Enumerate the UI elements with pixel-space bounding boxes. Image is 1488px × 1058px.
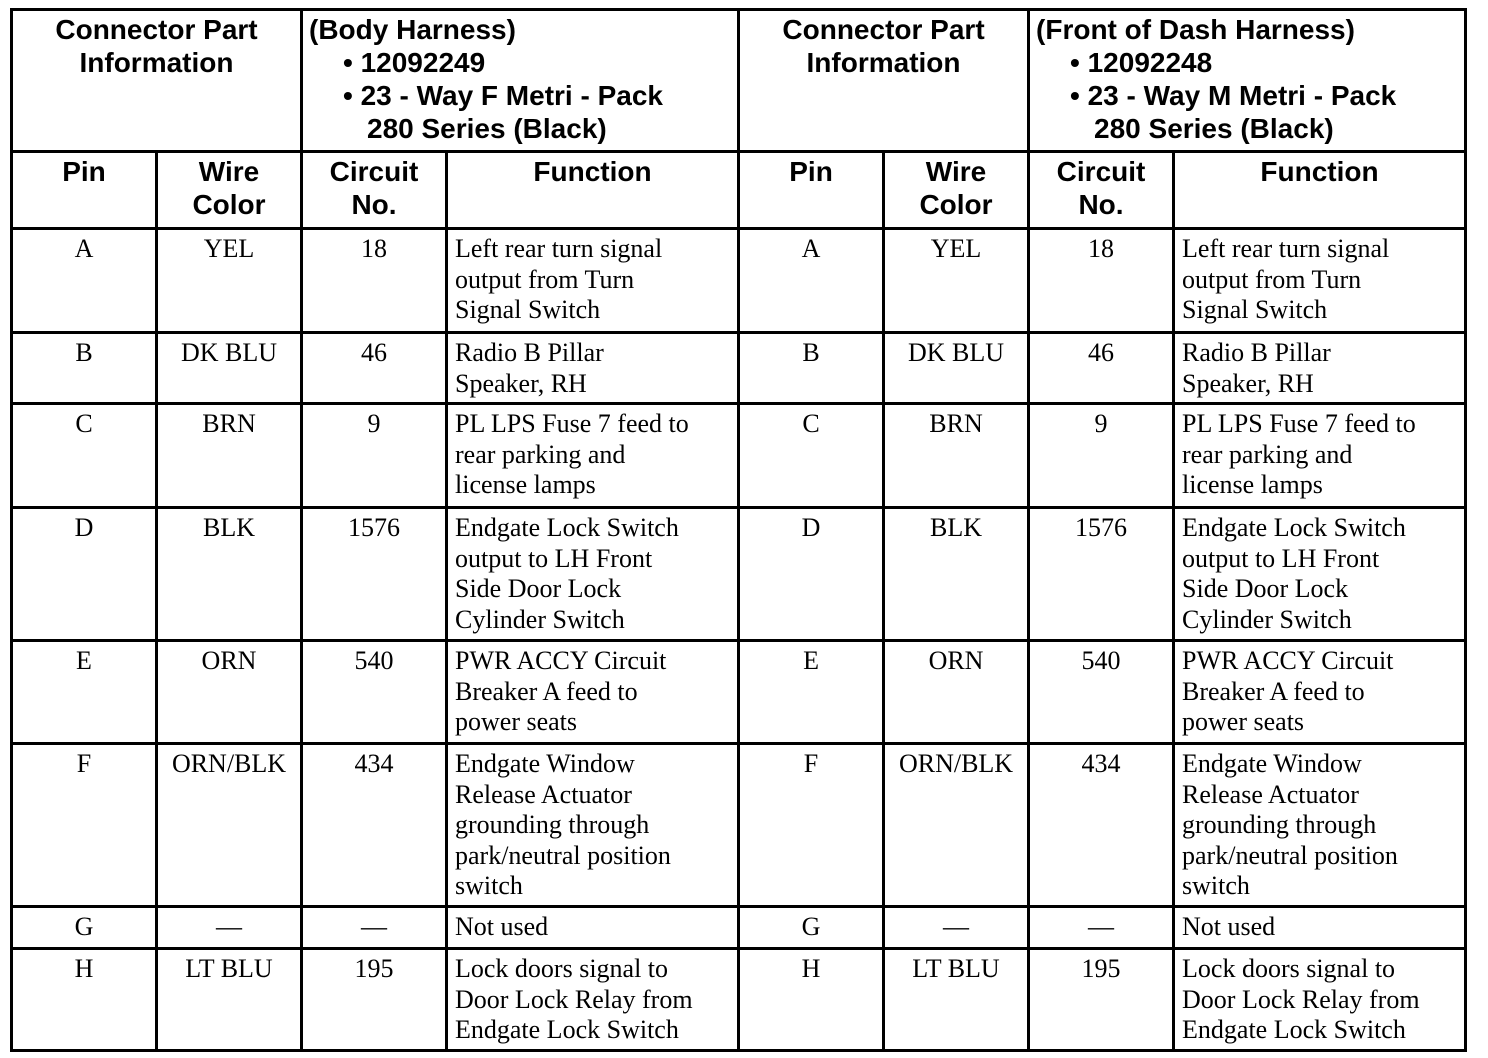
circuit-cell: 540 <box>302 641 447 744</box>
function-cell-right: Lock doors signal to Door Lock Relay from Endgate Lock Switch <box>1174 949 1466 1051</box>
left-connector-label-line1: Connector Part <box>55 14 258 45</box>
wire-color-cell: ORN/BLK <box>157 744 302 907</box>
circuit-cell: 18 <box>302 229 447 333</box>
function-cell: Endgate Window Release Actuator grounding through park/neutral position switch <box>447 744 739 907</box>
pin-cell: B <box>12 333 157 404</box>
column-header-wire-color-line1: Wire <box>198 156 260 187</box>
table-row <box>12 949 1466 1051</box>
right-connector-label-line2: Information <box>806 47 961 78</box>
right-harness-info <box>1029 10 1466 152</box>
circuit-cell: 434 <box>302 744 447 907</box>
column-header-circuit <box>302 152 447 229</box>
column-header-row <box>12 152 1466 229</box>
wire-color-cell: DK BLU <box>157 333 302 404</box>
table-row <box>12 744 1466 907</box>
pin-cell-right: E <box>739 641 884 744</box>
left-harness-part-number: • 12092249 <box>343 47 486 78</box>
table-row <box>12 333 1466 404</box>
left-harness-series: 280 Series (Black) <box>367 113 607 144</box>
wire-color-cell-right: — <box>884 907 1029 949</box>
pin-cell: H <box>12 949 157 1051</box>
circuit-cell: 9 <box>302 404 447 508</box>
column-header-circuit-right-line2: No. <box>1078 189 1124 220</box>
wire-color-cell-right: DK BLU <box>884 333 1029 404</box>
right-harness-series: 280 Series (Black) <box>1094 113 1334 144</box>
wire-color-cell: BLK <box>157 508 302 641</box>
right-harness-part-number: • 12092248 <box>1070 47 1213 78</box>
column-header-pin-right <box>739 152 884 229</box>
circuit-cell-right: 195 <box>1029 949 1174 1051</box>
column-header-wire-color-right-line2: Color <box>919 189 993 220</box>
function-cell-right: Endgate Window Release Actuator grounding through park/neutral position switch <box>1174 744 1466 907</box>
function-cell: Left rear turn signal output from Turn Signal Switch <box>447 229 739 333</box>
column-header-function <box>447 152 739 229</box>
wire-color-cell-right: BRN <box>884 404 1029 508</box>
circuit-cell-right: 18 <box>1029 229 1174 333</box>
function-cell: PWR ACCY Circuit Breaker A feed to power seats <box>447 641 739 744</box>
circuit-cell-right: 1576 <box>1029 508 1174 641</box>
connector-table-sheet <box>10 8 1464 1052</box>
right-connector-label <box>739 10 1029 152</box>
column-header-pin-label: Pin <box>62 156 106 187</box>
column-header-wire-color-right-line1: Wire <box>925 156 987 187</box>
column-header-circuit-line2: No. <box>351 189 397 220</box>
wire-color-cell: — <box>157 907 302 949</box>
function-cell-right: PWR ACCY Circuit Breaker A feed to power seats <box>1174 641 1466 744</box>
left-harness-title: (Body Harness) <box>309 14 516 45</box>
wire-color-cell: YEL <box>157 229 302 333</box>
table-row <box>12 907 1466 949</box>
function-cell: Not used <box>447 907 739 949</box>
circuit-cell: 1576 <box>302 508 447 641</box>
column-header-circuit-line1: Circuit <box>329 156 419 187</box>
connector-pinout-table <box>10 8 1467 1052</box>
function-cell-right: Not used <box>1174 907 1466 949</box>
wire-color-cell-right: YEL <box>884 229 1029 333</box>
function-cell-right: PL LPS Fuse 7 feed to rear parking and license lamps <box>1174 404 1466 508</box>
column-header-wire-color-right <box>884 152 1029 229</box>
wire-color-cell-right: BLK <box>884 508 1029 641</box>
pin-cell-right: C <box>739 404 884 508</box>
pin-cell-right: D <box>739 508 884 641</box>
table-row <box>12 404 1466 508</box>
pin-cell-right: A <box>739 229 884 333</box>
function-cell: PL LPS Fuse 7 feed to rear parking and license lamps <box>447 404 739 508</box>
column-header-function-right-label: Function <box>1260 156 1379 187</box>
left-connector-label <box>12 10 302 152</box>
column-header-pin-right-label: Pin <box>789 156 833 187</box>
circuit-cell-right: 434 <box>1029 744 1174 907</box>
function-cell-right: Radio B Pillar Speaker, RH <box>1174 333 1466 404</box>
right-connector-label-line1: Connector Part <box>782 14 985 45</box>
circuit-cell-right: 9 <box>1029 404 1174 508</box>
column-header-wire-color <box>157 152 302 229</box>
pin-cell-right: F <box>739 744 884 907</box>
function-cell: Endgate Lock Switch output to LH Front Side Door Lock Cylinder Switch <box>447 508 739 641</box>
function-cell-right: Endgate Lock Switch output to LH Front Side Door Lock Cylinder Switch <box>1174 508 1466 641</box>
circuit-cell-right: 540 <box>1029 641 1174 744</box>
pin-cell: G <box>12 907 157 949</box>
wire-color-cell: LT BLU <box>157 949 302 1051</box>
wire-color-cell: ORN <box>157 641 302 744</box>
connector-info-row <box>12 10 1466 152</box>
table-row <box>12 641 1466 744</box>
function-cell: Radio B Pillar Speaker, RH <box>447 333 739 404</box>
circuit-cell-right: 46 <box>1029 333 1174 404</box>
function-cell-right: Left rear turn signal output from Turn Signal Switch <box>1174 229 1466 333</box>
pin-cell: A <box>12 229 157 333</box>
circuit-cell: 46 <box>302 333 447 404</box>
pin-cell-right: H <box>739 949 884 1051</box>
column-header-circuit-right-line1: Circuit <box>1056 156 1146 187</box>
pin-cell: D <box>12 508 157 641</box>
column-header-pin <box>12 152 157 229</box>
left-harness-info <box>302 10 739 152</box>
right-harness-description: • 23 - Way M Metri - Pack <box>1070 80 1397 111</box>
column-header-wire-color-line2: Color <box>192 189 266 220</box>
table-row <box>12 508 1466 641</box>
pin-cell-right: B <box>739 333 884 404</box>
column-header-function-right <box>1174 152 1466 229</box>
wire-color-cell-right: LT BLU <box>884 949 1029 1051</box>
circuit-cell: 195 <box>302 949 447 1051</box>
circuit-cell: — <box>302 907 447 949</box>
pin-cell: C <box>12 404 157 508</box>
right-harness-title: (Front of Dash Harness) <box>1036 14 1355 45</box>
pin-cell: F <box>12 744 157 907</box>
wire-color-cell-right: ORN <box>884 641 1029 744</box>
left-harness-description: • 23 - Way F Metri - Pack <box>343 80 663 111</box>
wire-color-cell: BRN <box>157 404 302 508</box>
pin-cell: E <box>12 641 157 744</box>
function-cell: Lock doors signal to Door Lock Relay from Endgate Lock Switch <box>447 949 739 1051</box>
column-header-function-label: Function <box>533 156 652 187</box>
column-header-circuit-right <box>1029 152 1174 229</box>
table-row <box>12 229 1466 333</box>
wire-color-cell-right: ORN/BLK <box>884 744 1029 907</box>
pin-cell-right: G <box>739 907 884 949</box>
circuit-cell-right: — <box>1029 907 1174 949</box>
left-connector-label-line2: Information <box>79 47 234 78</box>
